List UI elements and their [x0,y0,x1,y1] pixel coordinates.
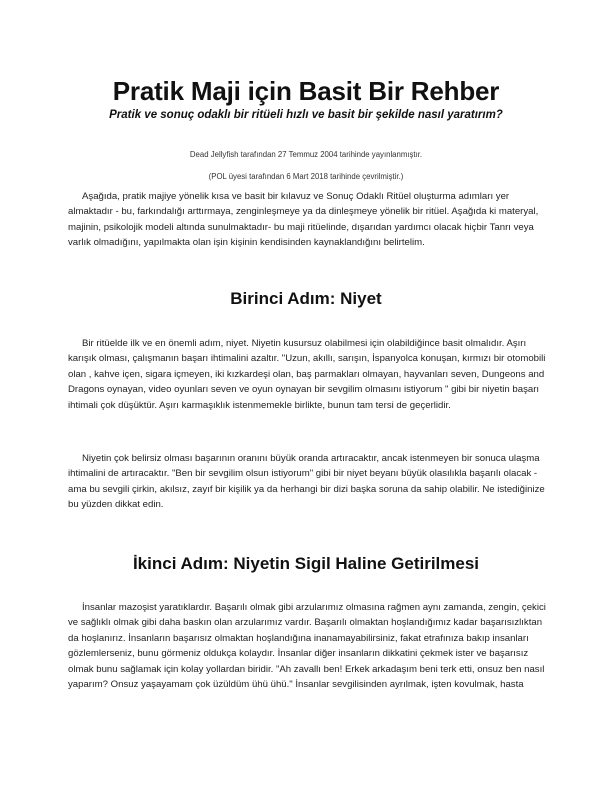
section-heading-intention: Birinci Adım: Niyet [230,289,382,308]
translator-line: (POL üyesi tarafından 6 Mart 2018 tarihinde çevrilmiştir.) [208,172,404,181]
sigil-paragraph-1: İnsanlar mazoşist yaratıklardır. Başarılı olmak gibi arzularımız olmasına rağmen aynı zamanda, zengin, çekici ve sağlıklı olmak gibi daha baskın olan arzularımız vardır. Başarılı olmaktan hoşlandığımız kadar başarısızlıktan da hoşlanırız. İnsanların başarısız olmaktan hoşlandığına inanamayabilirsiniz, fakat etrafınıza bakıp insanları gözlemlerseniz, bunu görmeniz oldukça kolaydır. İnsanlar diğer insanların dikkatini çekmek ister ve başarısız olmak bunu sağlamak için kolay yollardan biridir. "Ah zavallı ben! Erkek arkadaşım beni terk etti, onsuz ben nasıl yaparım? Onsuz yaşayamam çok üzüldüm ühü ühü." İnsanlar sevgilisinden ayrılmak, işten kovulmak, hasta [68,602,546,691]
page-subtitle: Pratik ve sonuç odaklı bir ritüeli hızlı ve basit bir şekilde nasıl yaratırım? [109,109,503,121]
author-line: Dead Jellyfish tarafından 27 Temmuz 2004 tarihinde yayınlanmıştır. [189,150,423,159]
page-title: Pratik Maji için Basit Bir Rehber [112,76,500,106]
intro-paragraph: Aşağıda, pratik majiye yönelik kısa ve basit bir kılavuz ve Sonuç Odaklı Ritüel oluşturma adımları yer almaktadır - bu, farkındalığı arttırmaya, zenginleşmeye ya da dinleşmeye yönelik bir ritüel. Aşağıda ki materyal, majinin, psikolojik modeli altında sunulmaktadır- bu maji ritüelinde, dışarıdan yardımcı olacak hiçbir Tanrı veya varlık olmadığını, yapılmakta olan işin kişinin kendisinden kaynaklandığını belirtelim. [68,191,539,249]
intention-paragraph-2: Niyetin çok belirsiz olması başarının oranını büyük oranda artıracaktır, ancak istenmeyen bir sonuca ulaşma ihtimalini de artıracaktır. "Ben bir sevgilim olsun istiyorum" gibi bir niyet beyanı büyük olasılıkla başarılı olacak - ama bu sevgili çirkin, akılsız, zayıf bir kişilik ya da herhangi bir dizi başka soruna da sahip olabilir. Ne istediğinize bu yüzden dikkat edin. [68,453,545,511]
section-heading-sigil: İkinci Adım: Niyetin Sigil Haline Getirilmesi [132,554,480,573]
intention-paragraph-1: Bir ritüelde ilk ve en önemli adım, niyet. Niyetin kusursuz olabilmesi için olabildiğince basit olmalıdır. Aşırı karışık olması, çalışmanın başarı ihtimalini azaltır. "Uzun, akıllı, sarışın, İspanyolca konuşan, kırmızı bir otomobili olan , kahve içen, sigara içmeyen, iki kızkardeşi olan, baş parmakları olmayan, hayvanları seven, Dungeons and Dragons oynayan, video oyunları seven ve oyun oynayan bir sevgilim olmasını istiyorum " gibi bir niyetin başarı ihtimali çok düşüktür. Aşırı karmaşıklık istenmemekle birlikte, bunun tam tersi de geçerlidir. [68,338,546,411]
